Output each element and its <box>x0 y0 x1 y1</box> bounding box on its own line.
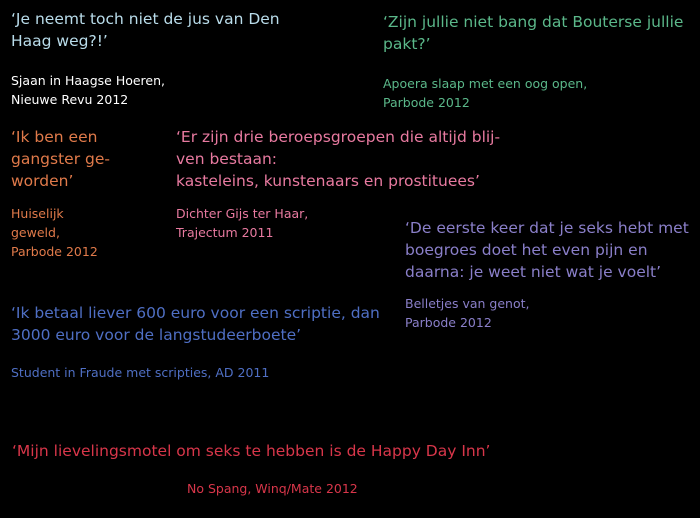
quote-block-gangster <box>11 126 161 261</box>
quote-block-bouterse <box>383 11 693 112</box>
quote-block-haagse-hoeren <box>11 8 311 109</box>
quote-text: ‘De eerste keer dat je seks hebt met boegroes doet het even pijn en daarna: je weet niet wat je voelt’ <box>405 219 689 281</box>
quote-text: ‘Er zijn drie beroepsgroepen die altijd blij- ven bestaan: kasteleins, kunstenaars en prostituees’ <box>176 128 501 190</box>
quote-source: Huiselijk geweld, Parbode 2012 <box>11 206 98 259</box>
quote-block-happy-day-inn <box>12 440 492 462</box>
quote-source: Student in Fraude met scripties, AD 2011 <box>11 365 270 380</box>
quote-text: ‘Je neemt toch niet de jus van Den Haag weg?!’ <box>11 10 280 50</box>
quote-block-boegroes <box>405 217 695 332</box>
quote-text: ‘Zijn jullie niet bang dat Bouterse jullie pakt?’ <box>383 13 684 53</box>
quote-text: ‘Ik betaal liever 600 euro voor een scriptie, dan 3000 euro voor de langstudeerboete’ <box>11 304 380 344</box>
quote-source: Belletjes van genot, Parbode 2012 <box>405 296 530 330</box>
quote-block-scriptie <box>11 302 391 382</box>
quote-text: ‘Mijn lievelingsmotel om seks te hebben is de Happy Day Inn’ <box>12 442 491 460</box>
quote-source: Sjaan in Haagse Hoeren, Nieuwe Revu 2012 <box>11 73 166 107</box>
quote-text: ‘Ik ben een gangster ge- worden’ <box>11 128 110 190</box>
quote-source: No Spang, Winq/Mate 2012 <box>187 481 358 496</box>
quote-source-block-happy-day-inn <box>187 479 427 498</box>
quote-source: Apoera slaap met een oog open, Parbode 2012 <box>383 76 588 110</box>
quote-source: Dichter Gijs ter Haar, Trajectum 2011 <box>176 206 309 240</box>
